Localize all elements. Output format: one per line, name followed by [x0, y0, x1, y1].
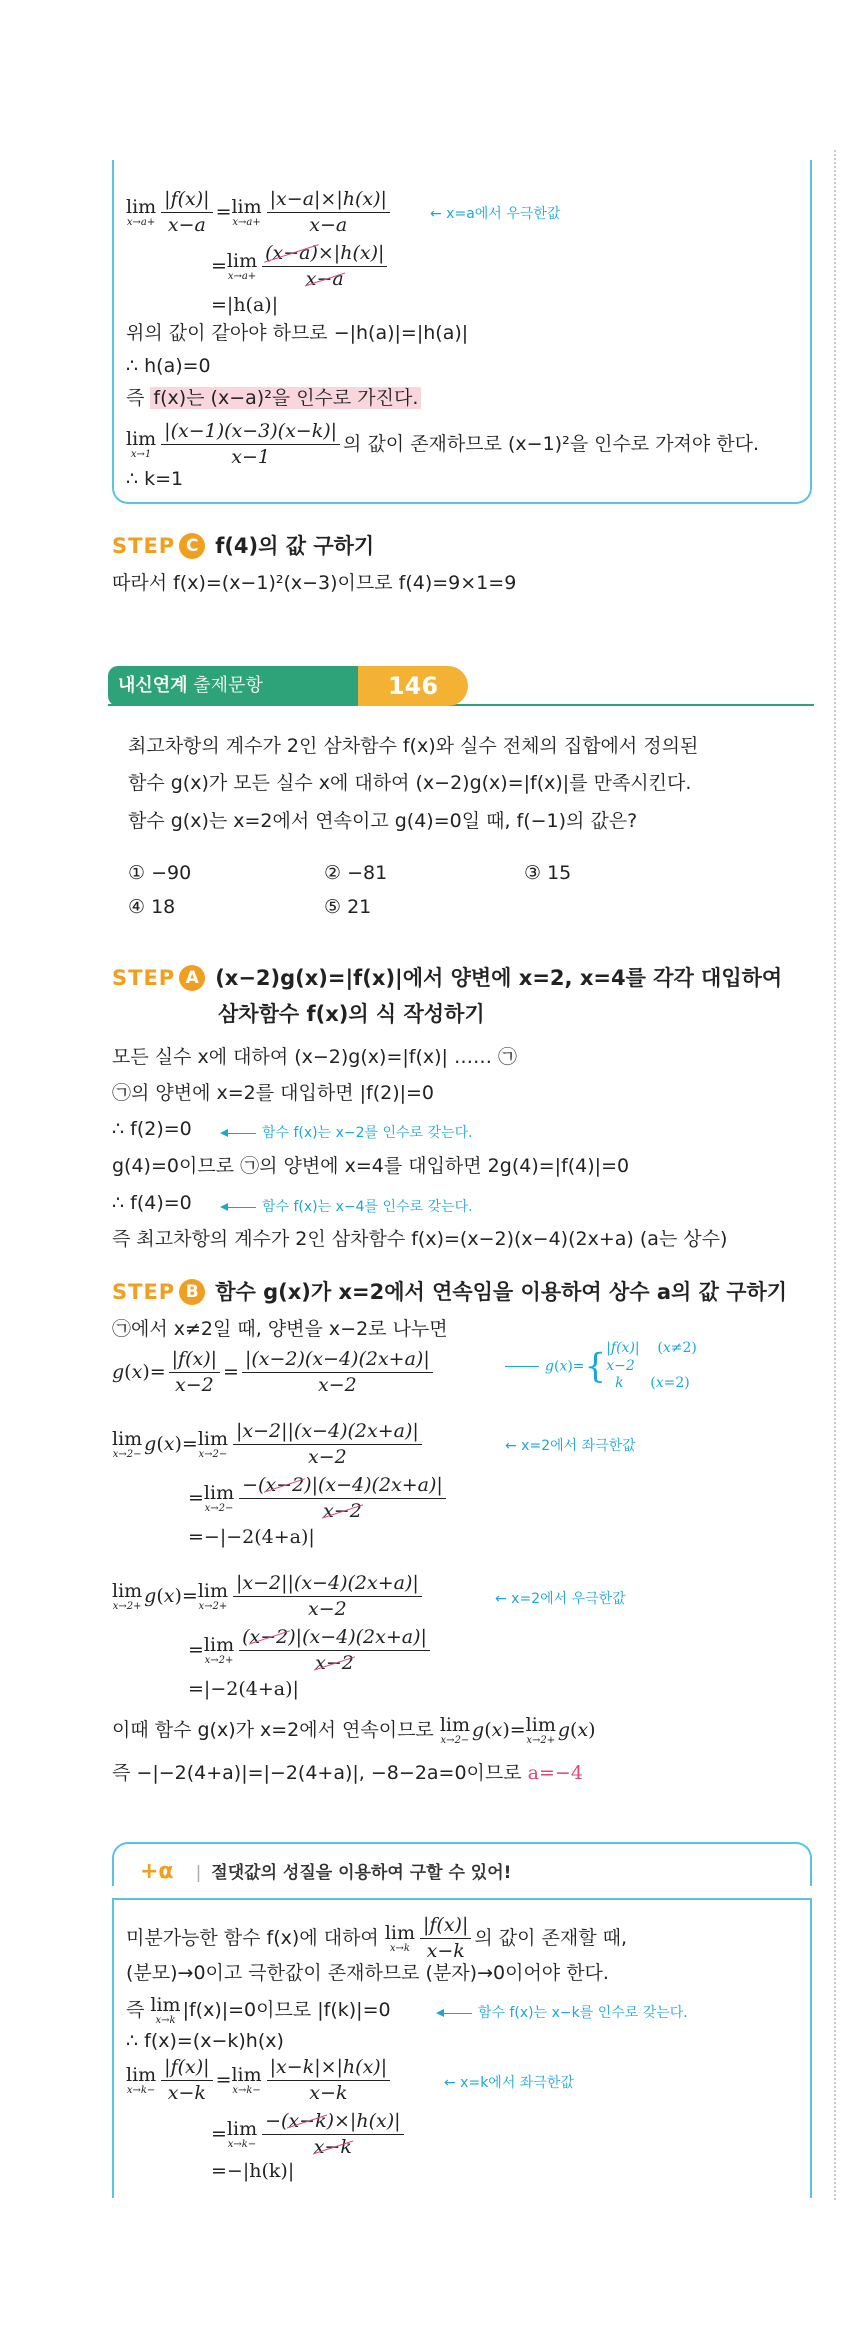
box1-right-limit-note: ← x=a에서 우극한값: [430, 206, 561, 222]
step-a-line-1: 모든 실수 x에 대하여 (x−2)g(x)=|f(x)| …… ㉠: [112, 1046, 518, 1068]
problem-banner: [108, 666, 814, 706]
right-limit-row2: = lim x→2+ $\frac{(x-2)|(x-4)(2x+a)|}{x-2}$: [188, 1626, 433, 1675]
choice-2[interactable]: ② −81: [324, 862, 388, 884]
left-limit-row3: =−|−2(4+a)|: [188, 1526, 315, 1548]
alpha-badge: +α: [140, 1859, 174, 1884]
alpha-line-4: ∴ f(x)=(x−k)h(x): [126, 2030, 284, 2052]
choice-3[interactable]: ③ 15: [524, 862, 572, 884]
arrow-icon: [438, 2013, 472, 2014]
alpha-line-1: 미분가능한 함수 f(x)에 대하여 lim x→k $\frac{|f(x)|}{x-k}$ 의 값이 존재할 때,: [126, 1914, 628, 1962]
problem-line-1: 최고차항의 계수가 2인 삼차함수 f(x)와 실수 전체의 집합에서 정의된: [128, 735, 699, 757]
alpha-limit-row2: = lim x→k− $\frac{-(x-k)\times|h(x)|}{x-k}$: [211, 2110, 407, 2159]
step-b-heading: STEP B 함수 g(x)가 x=2에서 연속임을 이용하여 상수 a의 값 구하기: [112, 1280, 788, 1304]
g-definition: g(x)= $\frac{|f(x)|}{x-2}$ = $\frac{|(x-2)(x-4)(2x+a)|}{x-2}$: [112, 1348, 436, 1397]
alpha-left-limit-note: ← x=k에서 좌극한값: [444, 2075, 574, 2091]
box1-limit-row1: lim x→a+ $\frac{|f(x)|}{x-a}$ = lim x→a+ $\frac{|x-a|\times|h(x)|}{x-a}$: [126, 188, 393, 237]
final-answer-line: 즉 −|−2(4+a)|=|−2(4+a)|, −8−2a=0이므로 a=−4: [112, 1762, 583, 1784]
arrow-icon: [222, 1207, 256, 1208]
problem-line-2: 함수 g(x)가 모든 실수 x에 대하여 (x−2)g(x)=|f(x)|를 만족시킨다.: [128, 772, 692, 794]
step-a-line-2: ㉠의 양변에 x=2를 대입하면 |f(2)|=0: [112, 1082, 435, 1104]
right-limit-note: ← x=2에서 우극한값: [495, 1591, 626, 1607]
step-a-factor-note-1: 함수 f(x)는 x−2를 인수로 갖는다.: [222, 1122, 473, 1142]
alpha-factor-note: 함수 f(x)는 x−k를 인수로 갖는다.: [438, 2002, 688, 2022]
left-limit-note: ← x=2에서 좌극한값: [505, 1438, 636, 1454]
step-a-line-6: 즉 최고차항의 계수가 2인 삼차함수 f(x)=(x−2)(x−4)(2x+a) (a는 상수): [112, 1228, 728, 1250]
box1-row9: ∴ k=1: [126, 468, 184, 490]
box1-row8: lim x→1 $\frac{|(x-1)(x-3)(x-k)|}{x-1}$ 의 값이 존재하므로 (x−1)²을 인수로 가져야 한다.: [126, 420, 760, 468]
step-c-heading: STEP C f(4)의 값 구하기: [112, 534, 375, 558]
arrow-icon: [505, 1366, 539, 1367]
answer-value: a=−4: [527, 1762, 583, 1784]
box1-limit-row2: = lim x→a+ $\frac{(x-a)\times|h(x)|}{x-a}$: [211, 242, 390, 291]
box1-row6: ∴ h(a)=0: [126, 355, 211, 377]
alpha-header: +α | 절댓값의 성질을 이용하여 구할 수 있어!: [140, 1859, 512, 1884]
box1-row4: =|h(a)|: [211, 294, 279, 316]
right-limit-row3: =|−2(4+a)|: [188, 1678, 299, 1700]
step-a-heading-line2: 삼차함수 f(x)의 식 작성하기: [218, 1002, 485, 1026]
step-a-line-5: ∴ f(4)=0: [112, 1192, 192, 1214]
arrow-icon: [222, 1133, 256, 1134]
alpha-line-3: 즉 lim x→k |f(x)|=0이므로 |f(k)|=0: [126, 1994, 391, 2026]
choice-5[interactable]: ⑤ 21: [324, 896, 372, 918]
step-a-factor-note-2: 함수 f(x)는 x−4를 인수로 갖는다.: [222, 1196, 473, 1216]
alpha-limit-row3: =−|h(k)|: [211, 2160, 295, 2182]
step-c-body: 따라서 f(x)=(x−1)²(x−3)이므로 f(4)=9×1=9: [112, 572, 517, 594]
column-divider: [834, 150, 836, 2200]
highlight-factor: f(x)는 (x−a)²을 인수로 가진다.: [150, 387, 421, 409]
alpha-line-2: (분모)→0이고 극한값이 존재하므로 (분자)→0이어야 한다.: [126, 1962, 609, 1984]
step-b-line-1: ㉠에서 x≠2일 때, 양변을 x−2로 나누면: [112, 1318, 448, 1340]
step-a-line-3: ∴ f(2)=0: [112, 1118, 192, 1140]
alpha-limit-row1: lim x→k− $\frac{|f(x)|}{x-k}$ = lim x→k− $\frac{|x-k|\times|h(x)|}{x-k}$: [126, 2056, 393, 2105]
box1-row7: 즉 f(x)는 (x−a)²을 인수로 가진다.: [126, 387, 421, 410]
box1-row5: 위의 값이 같아야 하므로 −|h(a)|=|h(a)|: [126, 322, 469, 344]
choice-1[interactable]: ① −90: [128, 862, 192, 884]
continuity-line: 이때 함수 g(x)가 x=2에서 연속이므로 lim x→2− g(x)= lim x→2+ g(x): [112, 1714, 596, 1746]
problem-number: 146: [358, 666, 468, 706]
left-limit-row1: lim x→2− g(x)= lim x→2− $\frac{|x-2||(x-4)(2x+a)|}{x-2}$: [112, 1420, 425, 1469]
step-a-line-4: g(4)=0이므로 ㉠의 양변에 x=4를 대입하면 2g(4)=|f(4)|=0: [112, 1155, 630, 1177]
left-limit-row2: = lim x→2− $\frac{-(x-2)|(x-4)(2x+a)|}{x-2}$: [188, 1474, 449, 1523]
step-a-heading: STEP A (x−2)g(x)=|f(x)|에서 양변에 x=2, x=4를 각각 대입하여: [112, 966, 783, 990]
choice-4[interactable]: ④ 18: [128, 896, 176, 918]
problem-line-3: 함수 g(x)는 x=2에서 연속이고 g(4)=0일 때, f(−1)의 값은?: [128, 810, 638, 832]
piecewise-g-note: g(x)={|f(x)| (x≠2) x−2 k (x=2): [505, 1340, 697, 1393]
banner-title: 내신연계 출제문항: [108, 666, 364, 706]
right-limit-row1: lim x→2+ g(x)= lim x→2+ $\frac{|x-2||(x-4)(2x+a)|}{x-2}$: [112, 1572, 425, 1621]
